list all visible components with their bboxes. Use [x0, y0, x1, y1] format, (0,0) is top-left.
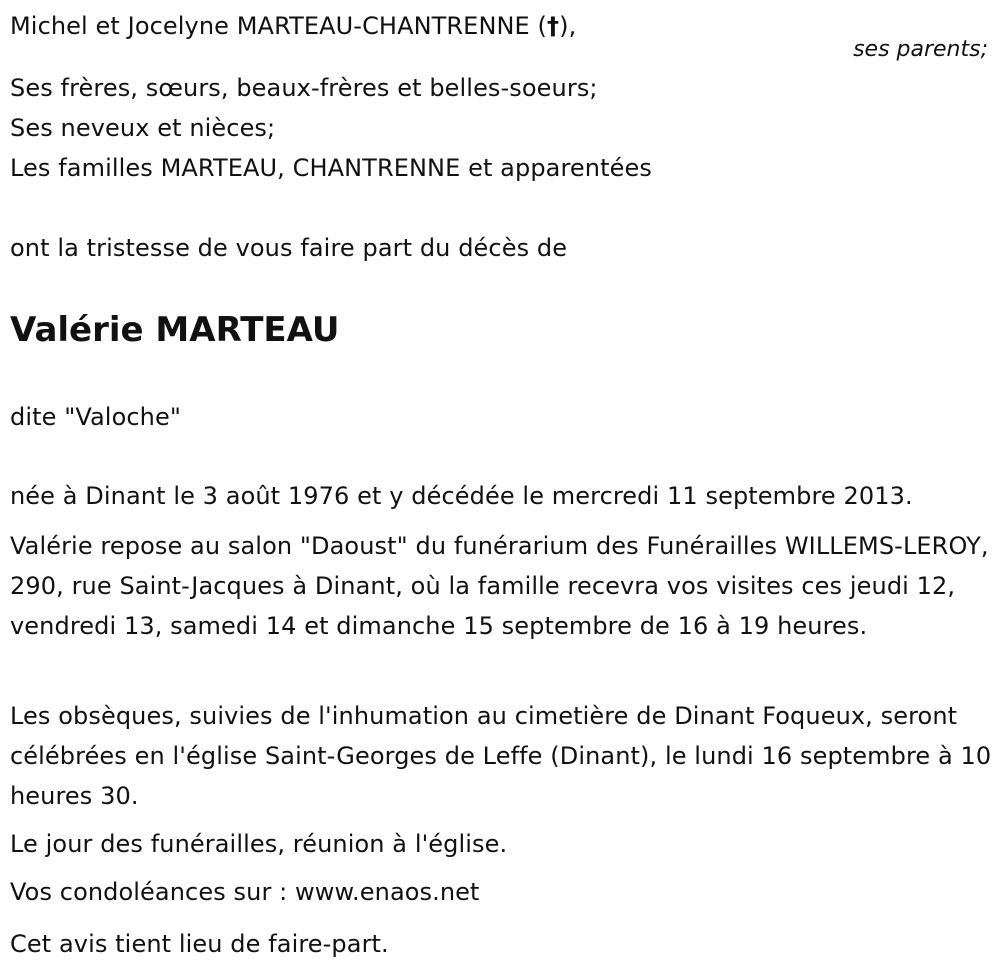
notice-line: Cet avis tient lieu de faire-part. [10, 930, 389, 958]
condolences-line: Vos condoléances sur : www.enaos.net [10, 878, 480, 906]
parents-line-end: ), [559, 12, 577, 40]
birth-death-line: née à Dinant le 3 août 1976 et y décédée le mercredi 11 septembre 2013. [10, 482, 913, 510]
parents-names: Michel et Jocelyne MARTEAU-CHANTRENNE ( [10, 12, 548, 40]
parents-line [10, 6, 576, 46]
nephews-line: Ses neveux et nièces; [10, 114, 276, 142]
nickname-line: dite "Valoche" [10, 403, 181, 431]
funeral-paragraph: Les obsèques, suivies de l'inhumation au cimetière de Dinant Foqueux, seront célébrées en l'église Saint-Georges de Leffe (Dinant), le lundi 16 septembre à 10 heures 30. [10, 702, 992, 810]
cross-icon: † [547, 12, 560, 40]
announcement-line: ont la tristesse de vous faire part du décès de [10, 234, 568, 262]
visitation-paragraph: Valérie repose au salon "Daoust" du funérarium des Funérailles WILLEMS-LEROY, 290, rue Saint-Jacques à Dinant, où la famille recevra vos visites ces jeudi 12, vendredi 13, samedi 14 et dimanche 15 septembre de 16 à 19 heures. [10, 532, 989, 640]
gathering-line: Le jour des funérailles, réunion à l'église. [10, 830, 508, 858]
siblings-line: Ses frères, sœurs, beaux-frères et belles-soeurs; [10, 74, 598, 102]
parents-role: ses parents; [853, 37, 988, 62]
families-line: Les familles MARTEAU, CHANTRENNE et apparentées [10, 154, 652, 182]
deceased-name: Valérie MARTEAU [10, 310, 340, 350]
